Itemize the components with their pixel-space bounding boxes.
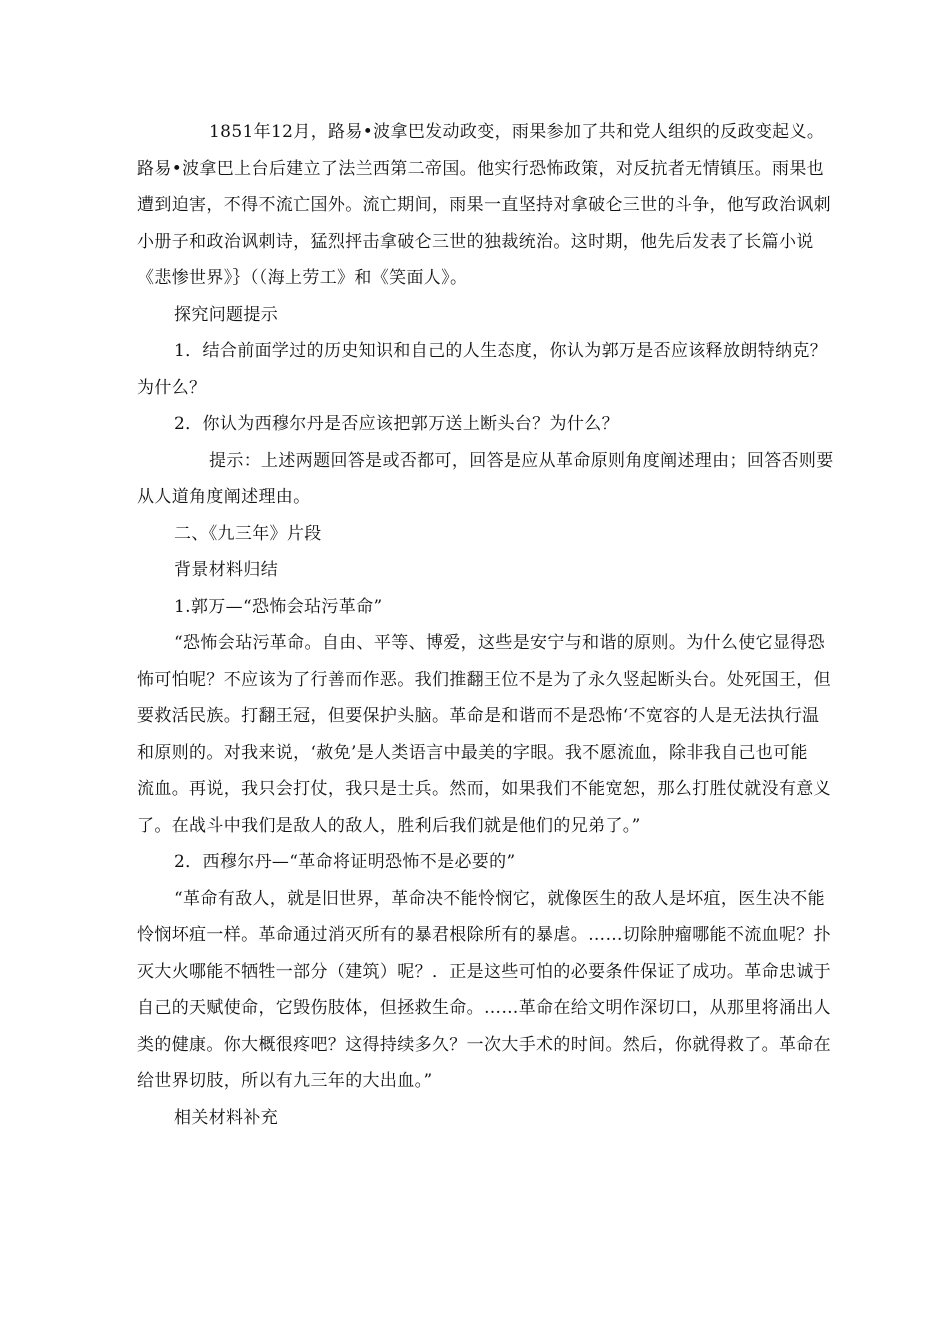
quote-line: 怜悯坏疽一样。革命通过消灭所有的暴君根除所有的暴虐。……切除肿瘤哪能不流血呢？扑 [137, 925, 831, 945]
document-body [137, 114, 834, 1136]
paragraph-line: 1851年12月，路易•波拿巴发动政变，雨果参加了共和党人组织的反政变起义。 [209, 122, 825, 142]
quote-line: “革命有敌人，就是旧世界，革命决不能怜悯它，就像医生的敌人是坏疽，医生决不能 [174, 888, 825, 909]
quote-line: 要救活民族。打翻王冠，但要保护头脑。革命是和谐而不是恐怖‘不宽容的人是无法执行温 [137, 706, 820, 726]
quote-line: 和原则的。对我来说，‘赦免’是人类语言中最美的字眼。我不愿流血，除非我自己也可能 [137, 742, 808, 763]
hint-line: 提示：上述两题回答是或否都可，回答是应从革命原则角度阐述理由；回答否则要 [209, 450, 834, 471]
section-heading: 探究问题提示 [174, 304, 279, 325]
subsection-heading: 1.郭万—“恐怖会玷污革命” [174, 596, 383, 617]
paragraph-line: 小册子和政治讽刺诗，猛烈抨击拿破仑三世的独裁统治。这时期，他先后发表了长篇小说 [137, 231, 814, 252]
subsection-heading: 背景材料归结 [174, 560, 279, 580]
quote-line: 类的健康。你大概很疼吧？这得持续多久？一次大手术的时间。然后，你就得救了。革命在 [137, 1034, 831, 1055]
paragraph-line: 遭到迫害，不得不流亡国外。流亡期间，雨果一直坚持对拿破仑三世的斗争，他写政治讽刺 [137, 195, 831, 215]
hint-line: 从人道角度阐述理由。 [137, 487, 311, 507]
subsection-heading: 2．西穆尔丹—“革命将证明恐怖不是必要的” [174, 852, 516, 872]
quote-line: 了。在战斗中我们是敌人的敌人，胜利后我们就是他们的兄弟了。” [137, 815, 641, 836]
section-heading: 相关材料补充 [174, 1107, 279, 1128]
paragraph-line: 路易•波拿巴上台后建立了法兰西第二帝国。他实行恐怖政策，对反抗者无情镇压。雨果也 [137, 158, 825, 179]
paragraph-line: 《悲惨世界》｝（（海上劳工》和《笑面人》。 [137, 268, 468, 288]
quote-line: 灭大火哪能不牺牲一部分（建筑）呢？．正是这些可怕的必要条件保证了成功。革命忠诚于 [137, 961, 831, 982]
quote-line: 怖可怕呢？不应该为了行善而作恶。我们推翻王位不是为了永久竖起断头台。处死国王，但 [137, 669, 831, 690]
question-line: 为什么？ [137, 377, 207, 398]
question-line: 1．结合前面学过的历史知识和自己的人生态度，你认为郭万是否应该释放朗特纳克？ [174, 341, 828, 361]
quote-line: 自己的天赋使命，它毁伤肢体，但拯救生命。……革命在给文明作深切口，从那里将涌出人 [137, 998, 831, 1018]
section-heading: 二、《九三年》片段 [174, 523, 322, 544]
question-line: 2．你认为西穆尔丹是否应该把郭万送上断头台？为什么？ [174, 414, 619, 434]
quote-line: 流血。再说，我只会打仗，我只是士兵。然而，如果我们不能宽恕，那么打胜仗就没有意义 [137, 779, 831, 799]
quote-line: 给世界切肢，所以有九三年的大出血。” [137, 1071, 433, 1091]
quote-line: “恐怖会玷污革命。自由、平等、博爱，这些是安宁与和谐的原则。为什么使它显得恐 [174, 633, 825, 653]
